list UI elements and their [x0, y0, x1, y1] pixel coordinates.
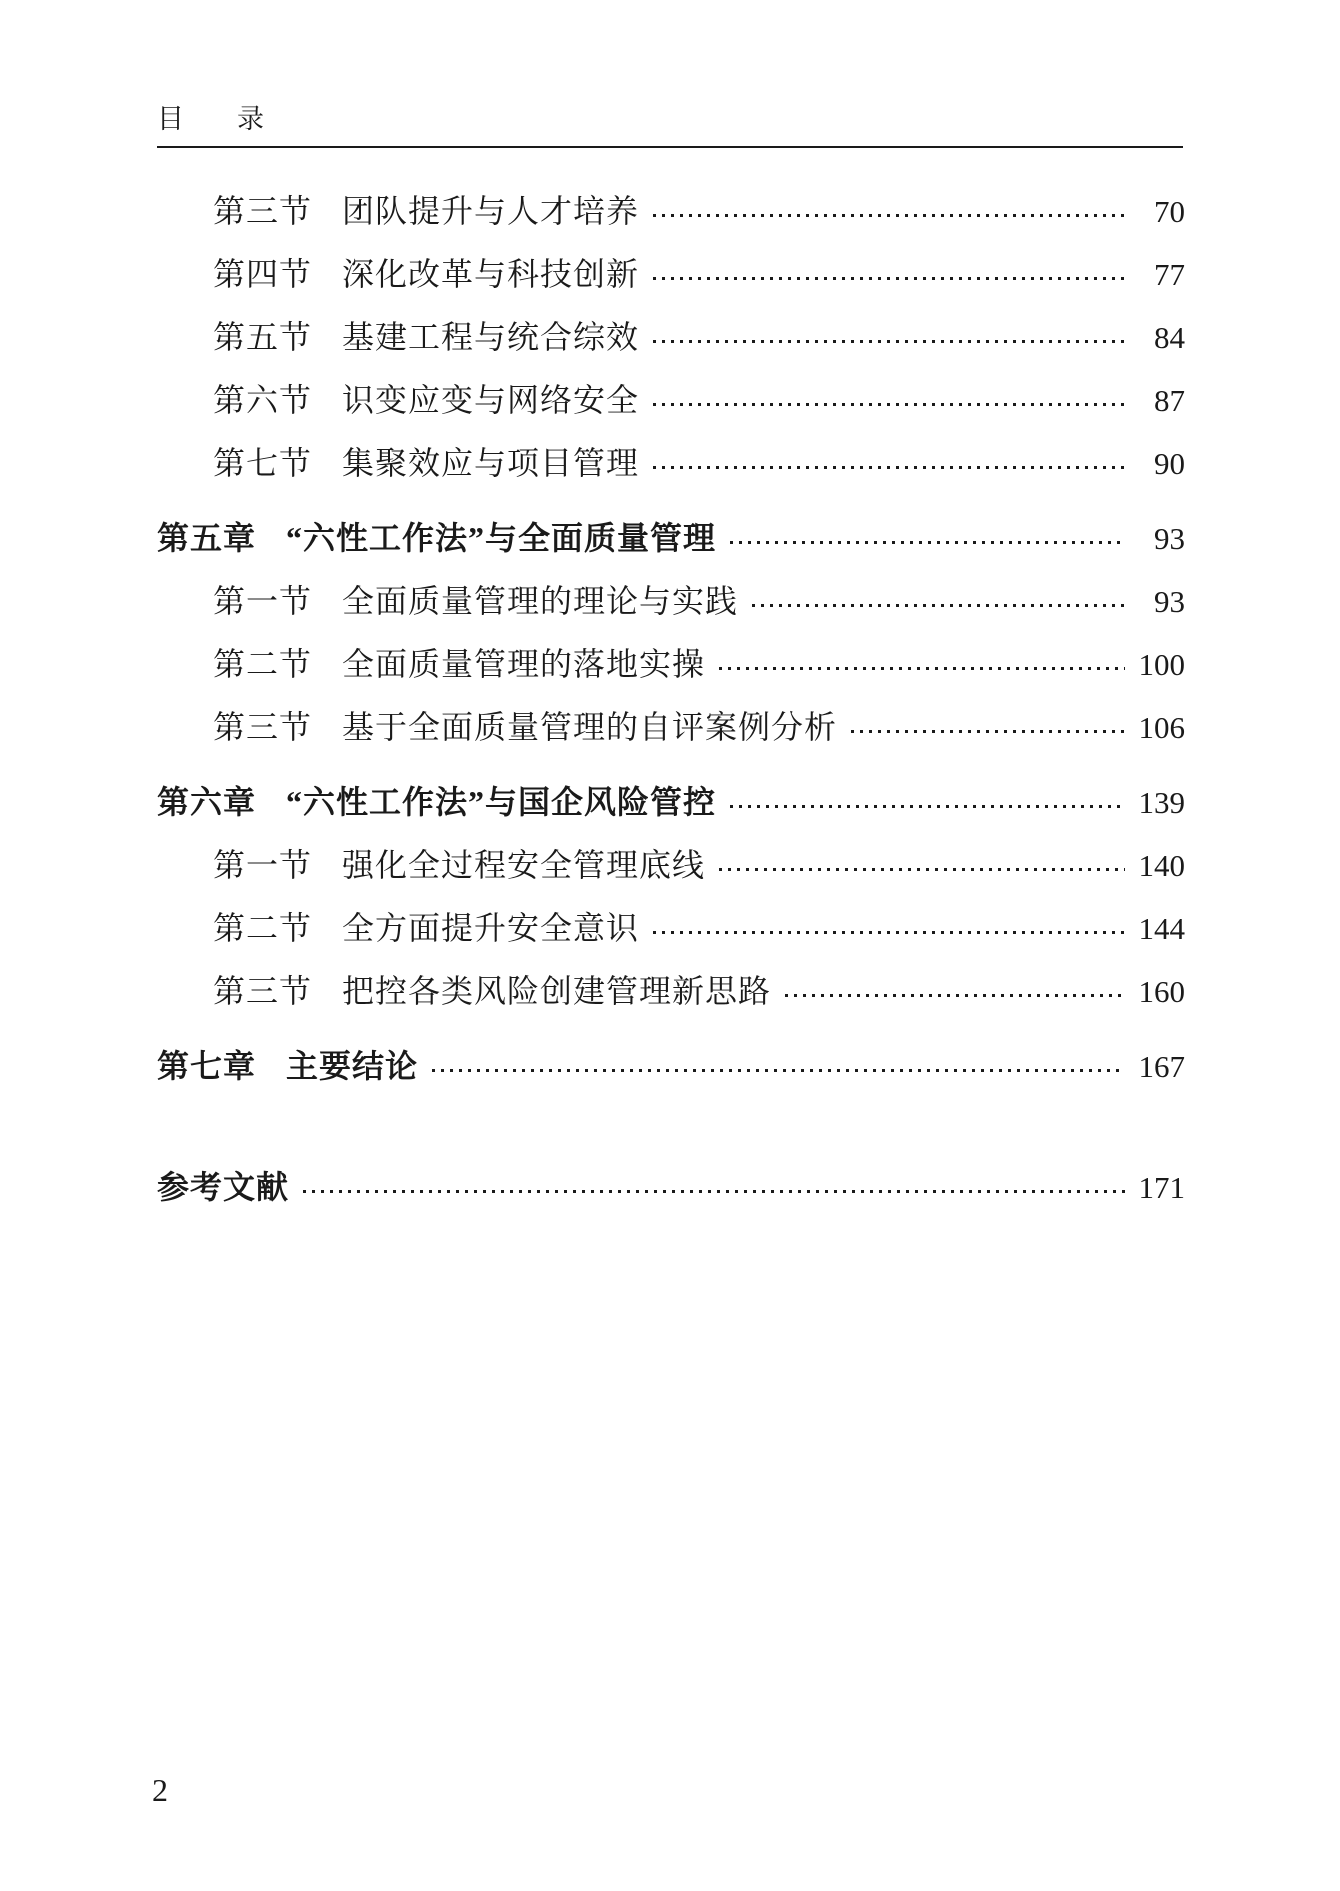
dot-leader: [432, 1069, 1125, 1072]
toc-entry-page-number: 93: [1154, 584, 1185, 619]
dot-leader: [730, 805, 1125, 808]
toc-entry-label: 第二节: [213, 646, 313, 682]
toc-entry-title: 全面质量管理的落地实操: [342, 646, 706, 682]
toc-entry: [0, 974, 1340, 1009]
toc-list: [0, 194, 1340, 1205]
toc-entry: [0, 584, 1340, 619]
toc-entry-page-number: 87: [1154, 383, 1185, 418]
toc-entry-page-number: 160: [1138, 974, 1185, 1009]
dot-leader: [785, 994, 1125, 997]
toc-entry-label: 第四节: [213, 256, 313, 292]
toc-entry-label: 第五章: [157, 520, 257, 556]
dot-leader: [653, 403, 1125, 406]
toc-entry-label: 第三节: [213, 709, 313, 745]
toc-entry-page-number: 167: [1138, 1049, 1185, 1084]
toc-entry-title: 主要结论: [286, 1048, 419, 1084]
toc-entry-label: 第三节: [213, 193, 313, 229]
toc-entry-label: 第六章: [157, 784, 257, 820]
toc-entry-title: 识变应变与网络安全: [342, 382, 640, 418]
dot-leader: [653, 340, 1125, 343]
toc-entry-title: 全方面提升安全意识: [342, 910, 640, 946]
toc-entry-title: 团队提升与人才培养: [342, 193, 640, 229]
toc-entry-label: 第二节: [213, 910, 313, 946]
toc-entry-label: 第七节: [213, 445, 313, 481]
toc-entry-label: 第六节: [213, 382, 313, 418]
toc-entry: [0, 785, 1340, 820]
toc-entry-title: 集聚效应与项目管理: [342, 445, 640, 481]
toc-entry-label: 第一节: [213, 847, 313, 883]
toc-entry: [0, 521, 1340, 556]
toc-entry-title: 参考文献: [157, 1169, 290, 1205]
dot-leader: [719, 868, 1125, 871]
dot-leader: [719, 667, 1125, 670]
dot-leader: [653, 931, 1125, 934]
toc-entry: [0, 647, 1340, 682]
dot-leader: [752, 604, 1125, 607]
toc-entry-title: 强化全过程安全管理底线: [342, 847, 706, 883]
running-head-char-1: 目: [157, 104, 185, 134]
toc-entry: [0, 383, 1340, 418]
toc-entry: [0, 194, 1340, 229]
toc-entry-title: 全面质量管理的理论与实践: [342, 583, 739, 619]
running-head: [157, 103, 265, 135]
toc-entry-title: 基于全面质量管理的自评案例分析: [342, 709, 838, 745]
toc-entry: [0, 320, 1340, 355]
toc-entry-title: 基建工程与统合综效: [342, 319, 640, 355]
toc-entry: [0, 710, 1340, 745]
toc-entry: [0, 911, 1340, 946]
toc-entry-label: 第一节: [213, 583, 313, 619]
toc-entry: [0, 446, 1340, 481]
running-head-char-2: 录: [237, 104, 265, 134]
header-rule: [157, 146, 1183, 148]
toc-entry-page-number: 90: [1154, 446, 1185, 481]
toc-entry-page-number: 77: [1154, 257, 1185, 292]
toc-entry-page-number: 84: [1154, 320, 1185, 355]
toc-entry-page-number: 93: [1154, 521, 1185, 556]
toc-entry-page-number: 171: [1138, 1170, 1185, 1205]
toc-entry: [0, 257, 1340, 292]
toc-entry-page-number: 70: [1154, 194, 1185, 229]
dot-leader: [730, 541, 1125, 544]
toc-entry-page-number: 139: [1138, 785, 1185, 820]
toc-entry-label: 第三节: [213, 973, 313, 1009]
toc-entry-page-number: 144: [1138, 911, 1185, 946]
dot-leader: [653, 466, 1125, 469]
toc-entry: [0, 1049, 1340, 1084]
dot-leader: [851, 730, 1125, 733]
toc-entry-page-number: 140: [1138, 848, 1185, 883]
toc-entry: [0, 848, 1340, 883]
toc-entry: [0, 1170, 1340, 1205]
toc-entry-label: 第七章: [157, 1048, 257, 1084]
toc-entry-page-number: 106: [1138, 710, 1185, 745]
toc-entry-title: 深化改革与科技创新: [342, 256, 640, 292]
toc-entry-page-number: 100: [1138, 647, 1185, 682]
toc-entry-label: 第五节: [213, 319, 313, 355]
toc-entry-title: “六性工作法”与国企风险管控: [286, 784, 717, 820]
toc-entry-title: “六性工作法”与全面质量管理: [286, 520, 717, 556]
dot-leader: [303, 1190, 1125, 1193]
toc-entry-title: 把控各类风险创建管理新思路: [342, 973, 772, 1009]
dot-leader: [653, 277, 1125, 280]
folio-page-number: 2: [152, 1772, 168, 1808]
dot-leader: [653, 214, 1125, 217]
